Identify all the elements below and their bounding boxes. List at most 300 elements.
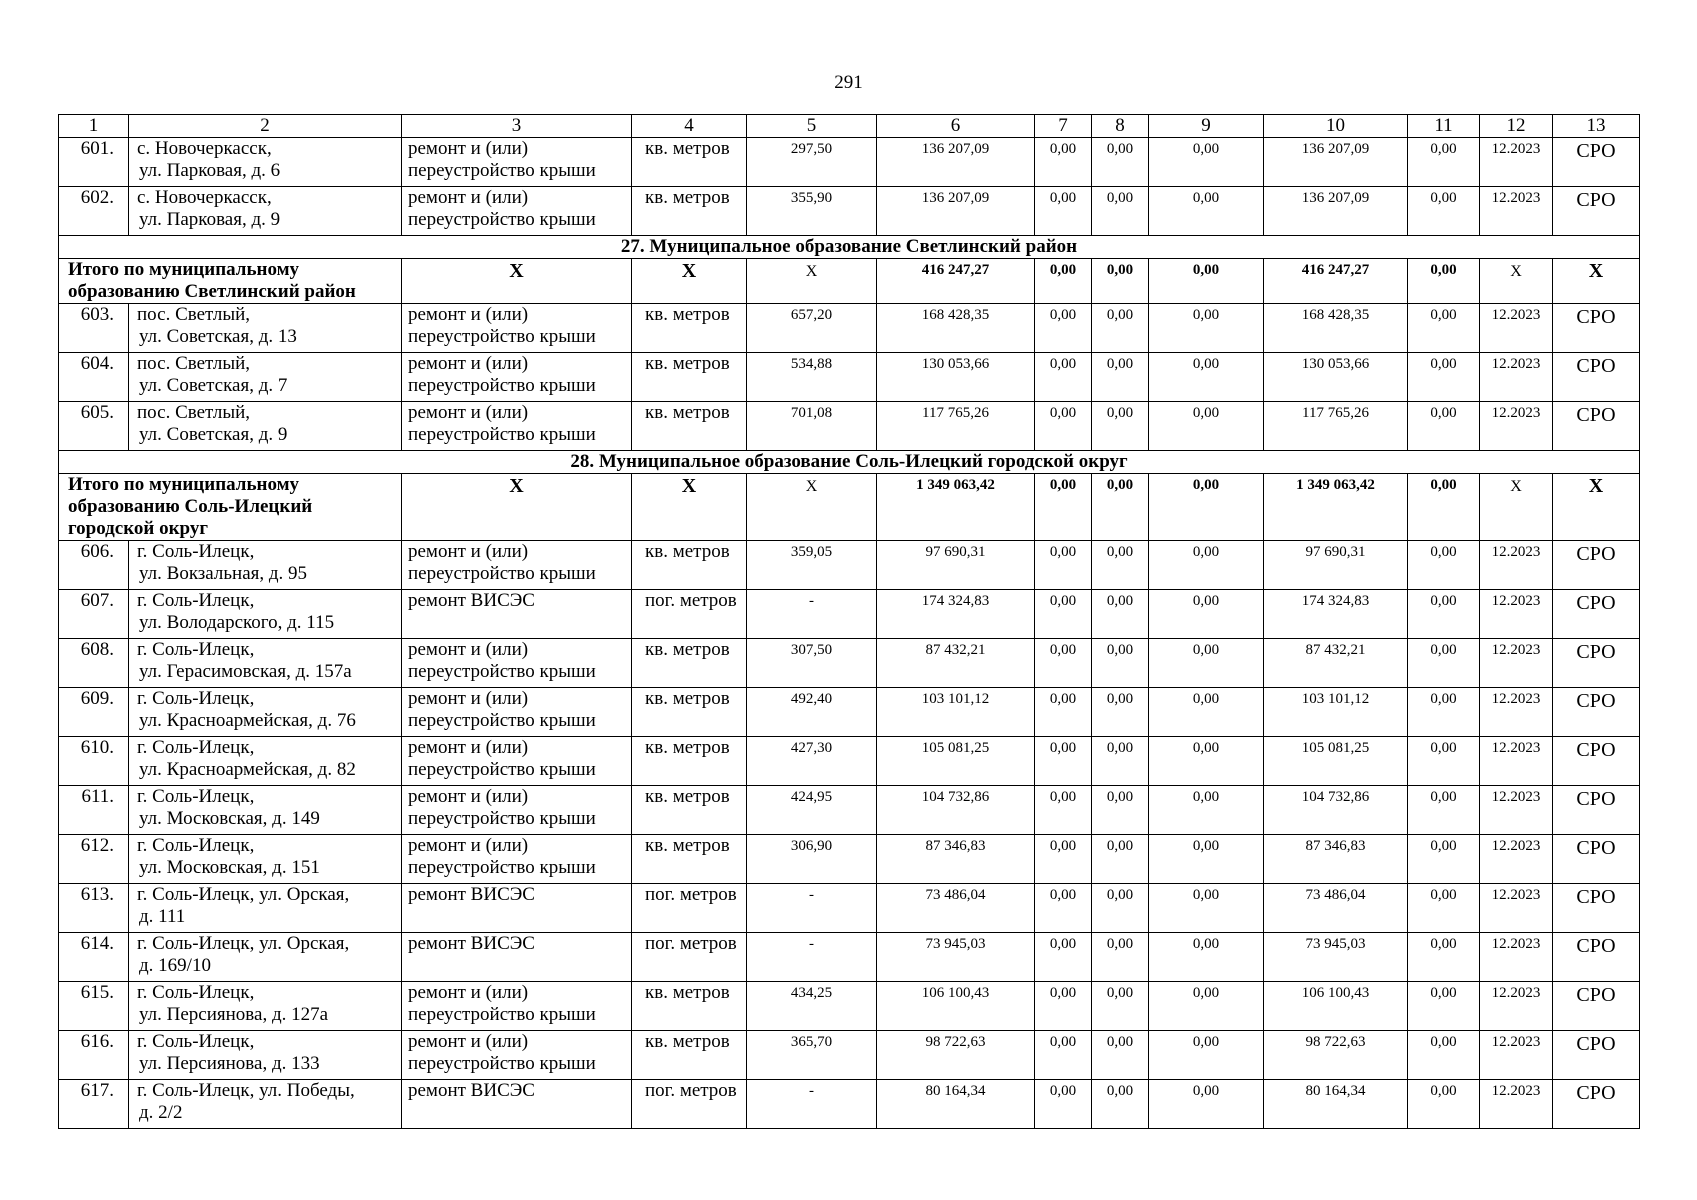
value-cell: 0,00 <box>1035 737 1092 786</box>
address-cell <box>129 1080 402 1129</box>
table-row <box>59 982 1640 1031</box>
address-line: ул. Московская, д. 149 <box>139 808 320 829</box>
row-number: 613. <box>59 884 129 933</box>
column-number: 11 <box>1408 115 1480 138</box>
volume-cell: 657,20 <box>747 304 877 353</box>
address-line: ул. Московская, д. 151 <box>139 857 320 878</box>
address-line: г. Соль-Илецк, ул. Победы, <box>137 1080 355 1101</box>
value-cell: 0,00 <box>1408 474 1480 541</box>
address-line: ул. Советская, д. 7 <box>139 375 288 396</box>
subtotal-fund-cell: 1 349 063,42 <box>1264 474 1408 541</box>
work-type-line: переустройство крыши <box>408 160 596 181</box>
deadline-cell: 12.2023 <box>1480 933 1553 982</box>
value-cell: 0,00 <box>1035 474 1092 541</box>
value-cell: 0,00 <box>1149 639 1264 688</box>
value-cell: 0,00 <box>1035 982 1092 1031</box>
value-cell: 0,00 <box>1149 737 1264 786</box>
row-number: 607. <box>59 590 129 639</box>
volume-cell: - <box>747 933 877 982</box>
deadline-cell: 12.2023 <box>1480 737 1553 786</box>
value-cell: 0,00 <box>1149 474 1264 541</box>
value-cell: 0,00 <box>1092 259 1149 304</box>
value-cell: 0,00 <box>1092 884 1149 933</box>
fund-cost-cell: 174 324,83 <box>1264 590 1408 639</box>
address-line: г. Соль-Илецк, <box>137 1031 255 1052</box>
total-cost-cell: 104 732,86 <box>877 786 1035 835</box>
value-cell: 0,00 <box>1408 590 1480 639</box>
work-type-cell <box>402 187 632 236</box>
work-type-cell <box>402 835 632 884</box>
table-row <box>59 1080 1640 1129</box>
table-row <box>59 933 1640 982</box>
row-number: 605. <box>59 402 129 451</box>
value-cell: 0,00 <box>1149 187 1264 236</box>
table-row <box>59 688 1640 737</box>
deadline-cell: 12.2023 <box>1480 187 1553 236</box>
address-line: д. 2/2 <box>139 1102 183 1123</box>
address-cell <box>129 982 402 1031</box>
value-cell: 0,00 <box>1092 835 1149 884</box>
table-row <box>59 353 1640 402</box>
fund-cost-cell: 97 690,31 <box>1264 541 1408 590</box>
value-cell: 0,00 <box>1035 1080 1092 1129</box>
value-cell: 0,00 <box>1408 138 1480 187</box>
address-cell <box>129 590 402 639</box>
column-number: 6 <box>877 115 1035 138</box>
address-line: ул. Персиянова, д. 133 <box>139 1053 320 1074</box>
work-type-line: ремонт и (или) <box>408 402 529 423</box>
column-number: 12 <box>1480 115 1553 138</box>
value-cell: 0,00 <box>1408 1031 1480 1080</box>
subtotal-cost-cell: 1 349 063,42 <box>877 474 1035 541</box>
total-cost-cell: 174 324,83 <box>877 590 1035 639</box>
work-type-line: ремонт и (или) <box>408 138 529 159</box>
value-cell: 0,00 <box>1092 737 1149 786</box>
address-cell <box>129 402 402 451</box>
work-type-cell <box>402 982 632 1031</box>
row-number: 603. <box>59 304 129 353</box>
column-number: 1 <box>59 115 129 138</box>
address-line: г. Соль-Илецк, <box>137 737 255 758</box>
page-number: 291 <box>834 72 863 93</box>
deadline-cell: 12.2023 <box>1480 688 1553 737</box>
total-cost-cell: 80 164,34 <box>877 1080 1035 1129</box>
fund-cost-cell: 98 722,63 <box>1264 1031 1408 1080</box>
table-row <box>59 1031 1640 1080</box>
address-cell <box>129 138 402 187</box>
row-number: 617. <box>59 1080 129 1129</box>
address-cell <box>129 688 402 737</box>
volume-cell: 424,95 <box>747 786 877 835</box>
work-type-line: ремонт и (или) <box>408 541 529 562</box>
value-cell: 0,00 <box>1408 639 1480 688</box>
value-cell: 0,00 <box>1408 259 1480 304</box>
deadline-cell: 12.2023 <box>1480 982 1553 1031</box>
value-cell: 0,00 <box>1408 835 1480 884</box>
operator-cell: СРО <box>1553 402 1640 451</box>
column-number: 9 <box>1149 115 1264 138</box>
row-number: 602. <box>59 187 129 236</box>
unit-cell: кв. метров <box>632 786 747 835</box>
value-cell: 0,00 <box>1035 835 1092 884</box>
x-mark: Х <box>1480 474 1553 541</box>
work-type-cell <box>402 1031 632 1080</box>
total-cost-cell: 105 081,25 <box>877 737 1035 786</box>
value-cell: 0,00 <box>1408 933 1480 982</box>
work-type-line: переустройство крыши <box>408 1053 596 1074</box>
row-number: 609. <box>59 688 129 737</box>
value-cell: 0,00 <box>1149 982 1264 1031</box>
fund-cost-cell: 106 100,43 <box>1264 982 1408 1031</box>
fund-cost-cell: 130 053,66 <box>1264 353 1408 402</box>
value-cell: 0,00 <box>1035 304 1092 353</box>
total-cost-cell: 117 765,26 <box>877 402 1035 451</box>
value-cell: 0,00 <box>1149 304 1264 353</box>
subtotal-label-line: Итого по муниципальному <box>68 474 300 495</box>
work-type-line: переустройство крыши <box>408 808 596 829</box>
fund-cost-cell: 136 207,09 <box>1264 138 1408 187</box>
fund-cost-cell: 105 081,25 <box>1264 737 1408 786</box>
operator-cell: СРО <box>1553 590 1640 639</box>
fund-cost-cell: 80 164,34 <box>1264 1080 1408 1129</box>
volume-cell: 359,05 <box>747 541 877 590</box>
column-number: 8 <box>1092 115 1149 138</box>
table-row <box>59 402 1640 451</box>
address-cell <box>129 1031 402 1080</box>
subtotal-label <box>59 474 402 541</box>
total-cost-cell: 103 101,12 <box>877 688 1035 737</box>
address-line: ул. Персиянова, д. 127а <box>139 1004 329 1025</box>
address-line: с. Новочеркасск, <box>137 187 272 208</box>
total-cost-cell: 73 486,04 <box>877 884 1035 933</box>
column-number: 3 <box>402 115 632 138</box>
unit-cell: кв. метров <box>632 688 747 737</box>
operator-cell: СРО <box>1553 835 1640 884</box>
value-cell: 0,00 <box>1035 1031 1092 1080</box>
work-type-line: ремонт и (или) <box>408 353 529 374</box>
unit-cell: кв. метров <box>632 982 747 1031</box>
volume-cell: - <box>747 884 877 933</box>
value-cell: 0,00 <box>1408 402 1480 451</box>
value-cell: 0,00 <box>1149 259 1264 304</box>
operator-cell: СРО <box>1553 933 1640 982</box>
unit-cell: пог. метров <box>632 1080 747 1129</box>
row-number: 606. <box>59 541 129 590</box>
volume-cell: 297,50 <box>747 138 877 187</box>
work-type-line: ремонт и (или) <box>408 304 529 325</box>
row-number: 608. <box>59 639 129 688</box>
total-cost-cell: 87 432,21 <box>877 639 1035 688</box>
address-line: ул. Володарского, д. 115 <box>139 612 335 633</box>
subtotal-label-line: городской округ <box>68 518 209 539</box>
x-mark: Х <box>1553 474 1640 541</box>
work-type-cell <box>402 688 632 737</box>
value-cell: 0,00 <box>1408 187 1480 236</box>
operator-cell: СРО <box>1553 1080 1640 1129</box>
row-number: 601. <box>59 138 129 187</box>
value-cell: 0,00 <box>1035 688 1092 737</box>
row-number: 616. <box>59 1031 129 1080</box>
operator-cell: СРО <box>1553 884 1640 933</box>
deadline-cell: 12.2023 <box>1480 786 1553 835</box>
unit-cell: кв. метров <box>632 1031 747 1080</box>
address-line: ул. Парковая, д. 6 <box>139 160 281 181</box>
total-cost-cell: 136 207,09 <box>877 187 1035 236</box>
address-line: д. 111 <box>139 906 186 927</box>
address-line: ул. Красноармейская, д. 76 <box>139 710 356 731</box>
operator-cell: СРО <box>1553 639 1640 688</box>
address-line: ул. Советская, д. 9 <box>139 424 288 445</box>
subtotal-fund-cell: 416 247,27 <box>1264 259 1408 304</box>
subtotal-label-line: образованию Светлинский район <box>68 281 356 302</box>
work-type-line: ремонт и (или) <box>408 786 529 807</box>
address-cell <box>129 884 402 933</box>
table-row <box>59 304 1640 353</box>
work-type-cell <box>402 737 632 786</box>
row-number: 610. <box>59 737 129 786</box>
work-type-line: ремонт и (или) <box>408 835 529 856</box>
total-cost-cell: 130 053,66 <box>877 353 1035 402</box>
value-cell: 0,00 <box>1149 884 1264 933</box>
address-cell <box>129 786 402 835</box>
work-type-line: переустройство крыши <box>408 710 596 731</box>
work-type-line: переустройство крыши <box>408 759 596 780</box>
address-line: г. Соль-Илецк, <box>137 982 255 1003</box>
unit-cell: пог. метров <box>632 884 747 933</box>
work-type-cell <box>402 138 632 187</box>
address-cell <box>129 737 402 786</box>
deadline-cell: 12.2023 <box>1480 639 1553 688</box>
subtotal-label-line: образованию Соль-Илецкий <box>68 496 313 517</box>
column-number-row <box>59 115 1640 138</box>
unit-cell: кв. метров <box>632 402 747 451</box>
x-mark: Х <box>747 259 877 304</box>
section-title: 27. Муниципальное образование Светлинский район <box>59 236 1640 259</box>
total-cost-cell: 87 346,83 <box>877 835 1035 884</box>
capital-repair-table <box>58 114 1640 1129</box>
work-type-line: ремонт и (или) <box>408 187 529 208</box>
value-cell: 0,00 <box>1408 884 1480 933</box>
value-cell: 0,00 <box>1035 541 1092 590</box>
address-line: г. Соль-Илецк, <box>137 786 255 807</box>
address-line: ул. Советская, д. 13 <box>139 326 297 347</box>
fund-cost-cell: 87 432,21 <box>1264 639 1408 688</box>
deadline-cell: 12.2023 <box>1480 1080 1553 1129</box>
value-cell: 0,00 <box>1149 541 1264 590</box>
deadline-cell: 12.2023 <box>1480 884 1553 933</box>
subtotal-cost-cell: 416 247,27 <box>877 259 1035 304</box>
row-number: 614. <box>59 933 129 982</box>
operator-cell: СРО <box>1553 982 1640 1031</box>
table-row <box>59 541 1640 590</box>
value-cell: 0,00 <box>1408 982 1480 1031</box>
operator-cell: СРО <box>1553 737 1640 786</box>
volume-cell: 492,40 <box>747 688 877 737</box>
operator-cell: СРО <box>1553 304 1640 353</box>
value-cell: 0,00 <box>1035 353 1092 402</box>
subtotal-row <box>59 259 1640 304</box>
work-type-line: переустройство крыши <box>408 661 596 682</box>
value-cell: 0,00 <box>1092 304 1149 353</box>
value-cell: 0,00 <box>1149 353 1264 402</box>
work-type-cell <box>402 884 632 933</box>
deadline-cell: 12.2023 <box>1480 304 1553 353</box>
operator-cell: СРО <box>1553 138 1640 187</box>
work-type-line: ремонт и (или) <box>408 982 529 1003</box>
fund-cost-cell: 73 945,03 <box>1264 933 1408 982</box>
value-cell: 0,00 <box>1035 786 1092 835</box>
address-cell <box>129 353 402 402</box>
x-mark: Х <box>402 474 632 541</box>
x-mark: Х <box>632 259 747 304</box>
row-number: 612. <box>59 835 129 884</box>
deadline-cell: 12.2023 <box>1480 138 1553 187</box>
work-type-line: переустройство крыши <box>408 375 596 396</box>
fund-cost-cell: 87 346,83 <box>1264 835 1408 884</box>
total-cost-cell: 98 722,63 <box>877 1031 1035 1080</box>
table-row <box>59 639 1640 688</box>
work-type-line: переустройство крыши <box>408 563 596 584</box>
table-row <box>59 737 1640 786</box>
volume-cell: - <box>747 590 877 639</box>
work-type-line: ремонт ВИСЭС <box>408 590 535 611</box>
total-cost-cell: 136 207,09 <box>877 138 1035 187</box>
value-cell: 0,00 <box>1035 933 1092 982</box>
fund-cost-cell: 103 101,12 <box>1264 688 1408 737</box>
total-cost-cell: 97 690,31 <box>877 541 1035 590</box>
address-line: г. Соль-Илецк, <box>137 835 255 856</box>
value-cell: 0,00 <box>1092 402 1149 451</box>
address-line: пос. Светлый, <box>137 304 251 325</box>
x-mark: Х <box>747 474 877 541</box>
value-cell: 0,00 <box>1092 474 1149 541</box>
column-number: 7 <box>1035 115 1092 138</box>
unit-cell: кв. метров <box>632 353 747 402</box>
work-type-line: переустройство крыши <box>408 326 596 347</box>
section-title: 28. Муниципальное образование Соль-Илецкий городской округ <box>59 451 1640 474</box>
value-cell: 0,00 <box>1092 590 1149 639</box>
value-cell: 0,00 <box>1149 402 1264 451</box>
column-number: 5 <box>747 115 877 138</box>
deadline-cell: 12.2023 <box>1480 353 1553 402</box>
work-type-line: переустройство крыши <box>408 209 596 230</box>
value-cell: 0,00 <box>1149 138 1264 187</box>
column-number: 13 <box>1553 115 1640 138</box>
deadline-cell: 12.2023 <box>1480 1031 1553 1080</box>
volume-cell: 365,70 <box>747 1031 877 1080</box>
value-cell: 0,00 <box>1092 786 1149 835</box>
volume-cell: - <box>747 1080 877 1129</box>
unit-cell: кв. метров <box>632 737 747 786</box>
address-line: ул. Красноармейская, д. 82 <box>139 759 356 780</box>
subtotal-label-line: Итого по муниципальному <box>68 259 300 280</box>
section-header-row <box>59 451 1640 474</box>
address-line: г. Соль-Илецк, <box>137 541 255 562</box>
volume-cell: 534,88 <box>747 353 877 402</box>
value-cell: 0,00 <box>1092 353 1149 402</box>
address-line: с. Новочеркасск, <box>137 138 272 159</box>
volume-cell: 307,50 <box>747 639 877 688</box>
value-cell: 0,00 <box>1035 402 1092 451</box>
address-line: г. Соль-Илецк, ул. Орская, <box>137 933 350 954</box>
value-cell: 0,00 <box>1092 639 1149 688</box>
fund-cost-cell: 168 428,35 <box>1264 304 1408 353</box>
work-type-line: переустройство крыши <box>408 1004 596 1025</box>
unit-cell: кв. метров <box>632 835 747 884</box>
subtotal-row <box>59 474 1640 541</box>
deadline-cell: 12.2023 <box>1480 402 1553 451</box>
value-cell: 0,00 <box>1092 1080 1149 1129</box>
address-cell <box>129 933 402 982</box>
value-cell: 0,00 <box>1092 688 1149 737</box>
value-cell: 0,00 <box>1408 1080 1480 1129</box>
fund-cost-cell: 136 207,09 <box>1264 187 1408 236</box>
address-line: г. Соль-Илецк, <box>137 688 255 709</box>
work-type-cell <box>402 541 632 590</box>
value-cell: 0,00 <box>1035 639 1092 688</box>
value-cell: 0,00 <box>1408 737 1480 786</box>
value-cell: 0,00 <box>1035 884 1092 933</box>
unit-cell: кв. метров <box>632 304 747 353</box>
value-cell: 0,00 <box>1092 138 1149 187</box>
x-mark: Х <box>632 474 747 541</box>
value-cell: 0,00 <box>1149 688 1264 737</box>
address-cell <box>129 835 402 884</box>
table-row <box>59 884 1640 933</box>
work-type-line: ремонт ВИСЭС <box>408 1080 535 1101</box>
value-cell: 0,00 <box>1035 138 1092 187</box>
value-cell: 0,00 <box>1149 835 1264 884</box>
fund-cost-cell: 73 486,04 <box>1264 884 1408 933</box>
address-line: г. Соль-Илецк, ул. Орская, <box>137 884 350 905</box>
value-cell: 0,00 <box>1149 1080 1264 1129</box>
operator-cell: СРО <box>1553 187 1640 236</box>
work-type-line: переустройство крыши <box>408 857 596 878</box>
row-number: 604. <box>59 353 129 402</box>
work-type-cell <box>402 402 632 451</box>
table-row <box>59 835 1640 884</box>
value-cell: 0,00 <box>1035 187 1092 236</box>
address-line: г. Соль-Илецк, <box>137 590 255 611</box>
deadline-cell: 12.2023 <box>1480 590 1553 639</box>
work-type-cell <box>402 304 632 353</box>
table-row <box>59 138 1640 187</box>
value-cell: 0,00 <box>1408 353 1480 402</box>
value-cell: 0,00 <box>1092 982 1149 1031</box>
volume-cell: 427,30 <box>747 737 877 786</box>
x-mark: Х <box>1553 259 1640 304</box>
total-cost-cell: 106 100,43 <box>877 982 1035 1031</box>
address-line: г. Соль-Илецк, <box>137 639 255 660</box>
table-body <box>59 115 1640 1129</box>
value-cell: 0,00 <box>1035 259 1092 304</box>
work-type-line: переустройство крыши <box>408 424 596 445</box>
volume-cell: 355,90 <box>747 187 877 236</box>
operator-cell: СРО <box>1553 688 1640 737</box>
value-cell: 0,00 <box>1149 786 1264 835</box>
address-cell <box>129 304 402 353</box>
value-cell: 0,00 <box>1408 541 1480 590</box>
work-type-line: ремонт ВИСЭС <box>408 884 535 905</box>
work-type-cell <box>402 353 632 402</box>
address-line: ул. Парковая, д. 9 <box>139 209 281 230</box>
work-type-cell <box>402 590 632 639</box>
address-line: пос. Светлый, <box>137 402 251 423</box>
work-type-line: ремонт ВИСЭС <box>408 933 535 954</box>
unit-cell: пог. метров <box>632 590 747 639</box>
operator-cell: СРО <box>1553 1031 1640 1080</box>
work-type-line: ремонт и (или) <box>408 1031 529 1052</box>
